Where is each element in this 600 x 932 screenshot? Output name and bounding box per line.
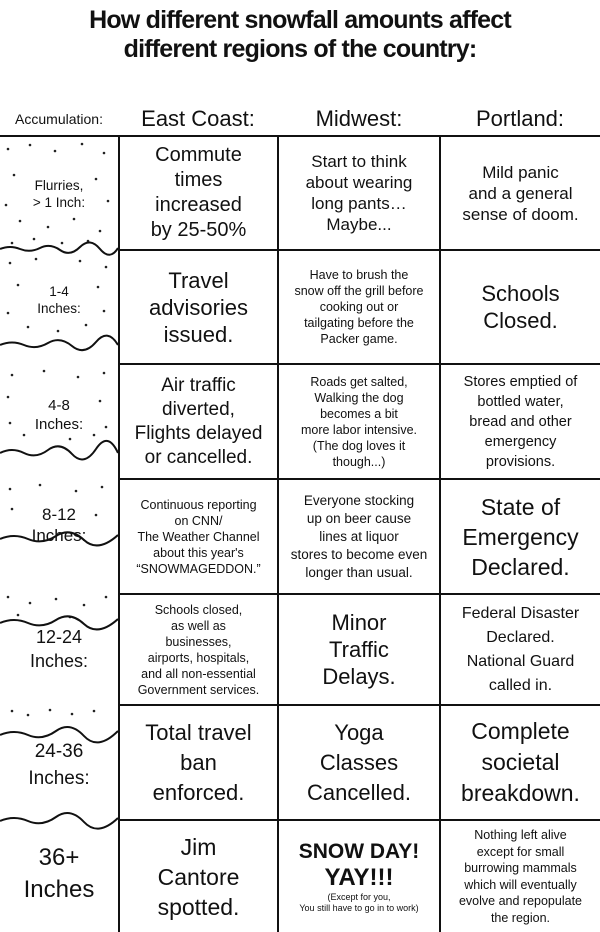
east-coast-cell: Commute times increased by 25-50% <box>150 144 247 241</box>
east-coast-cell: Air traffic diverted, Flights delayed or cancelled. <box>134 374 263 468</box>
east-coast-cell: Continuous reporting on CNN/ The Weather Channel about this year's “SNOWMAGEDDON.” <box>136 497 261 576</box>
snow-day-text: SNOW DAY! <box>298 839 420 863</box>
accumulation-cell: 8-12 Inches: <box>31 505 87 545</box>
accumulation-cell: 24-36 Inches: <box>28 741 90 789</box>
midwest-cell: Minor Traffic Delays. <box>322 610 396 689</box>
midwest-cell: Have to brush the snow off the grill before cooking out or tailgating before the Packer game. <box>294 268 424 346</box>
midwest-cell: Yoga Classes Cancelled. <box>307 719 411 805</box>
accumulation-cell: 36+ Inches <box>23 844 95 903</box>
midwest-cell: Roads get salted, Walking the dog becomes a bit more labor intensive. (The dog loves it though...) <box>300 374 418 469</box>
accumulation-cell: 12-24 Inches: <box>29 627 89 671</box>
page-title: How different snowfall amounts affect different regions of the country: <box>89 6 511 63</box>
portland-cell: Mild panic and a general sense of doom. <box>462 162 579 224</box>
east-coast-cell: Total travel ban enforced. <box>145 719 252 805</box>
portland-cell: Schools Closed. <box>481 281 560 333</box>
header-accumulation: Accumulation: <box>15 111 103 127</box>
midwest-cell <box>279 821 439 932</box>
header-midwest: Midwest: <box>315 106 403 131</box>
portland-cell: Complete societal breakdown. <box>461 718 580 806</box>
portland-cell: Federal Disaster Declared. National Guard called in. <box>461 604 580 694</box>
midwest-cell: Everyone stocking up on beer cause lines at liquor stores to become even longer than usual. <box>290 492 428 580</box>
accumulation-cell: 1-4 Inches: <box>37 284 81 316</box>
portland-cell: Nothing left alive except for small burrowing mammals which will eventually evolve and repopulate the region. <box>458 828 582 925</box>
east-coast-cell: Jim Cantore spotted. <box>157 833 240 920</box>
snowfall-table <box>0 135 600 932</box>
accumulation-cell: Flurries, > 1 Inch: <box>32 178 86 210</box>
east-coast-cell: Schools closed, as well as businesses, airports, hospitals, and all non-essential Government services. <box>137 602 260 697</box>
east-coast-cell: Travel advisories issued. <box>148 267 249 347</box>
midwest-cell: Start to think about wearing long pants… Maybe... <box>305 152 413 234</box>
portland-cell: Stores emptied of bottled water, bread and other emergency provisions. <box>463 373 578 470</box>
portland-cell: State of Emergency Declared. <box>462 493 579 580</box>
yay-text: YAY!!! <box>324 863 394 891</box>
accumulation-cell: 4-8 Inches: <box>34 397 84 433</box>
header-portland: Portland: <box>475 106 565 131</box>
footnote-text: (Except for you, You still have to go in to work) <box>299 891 419 913</box>
header-east-coast: East Coast: <box>141 106 255 131</box>
